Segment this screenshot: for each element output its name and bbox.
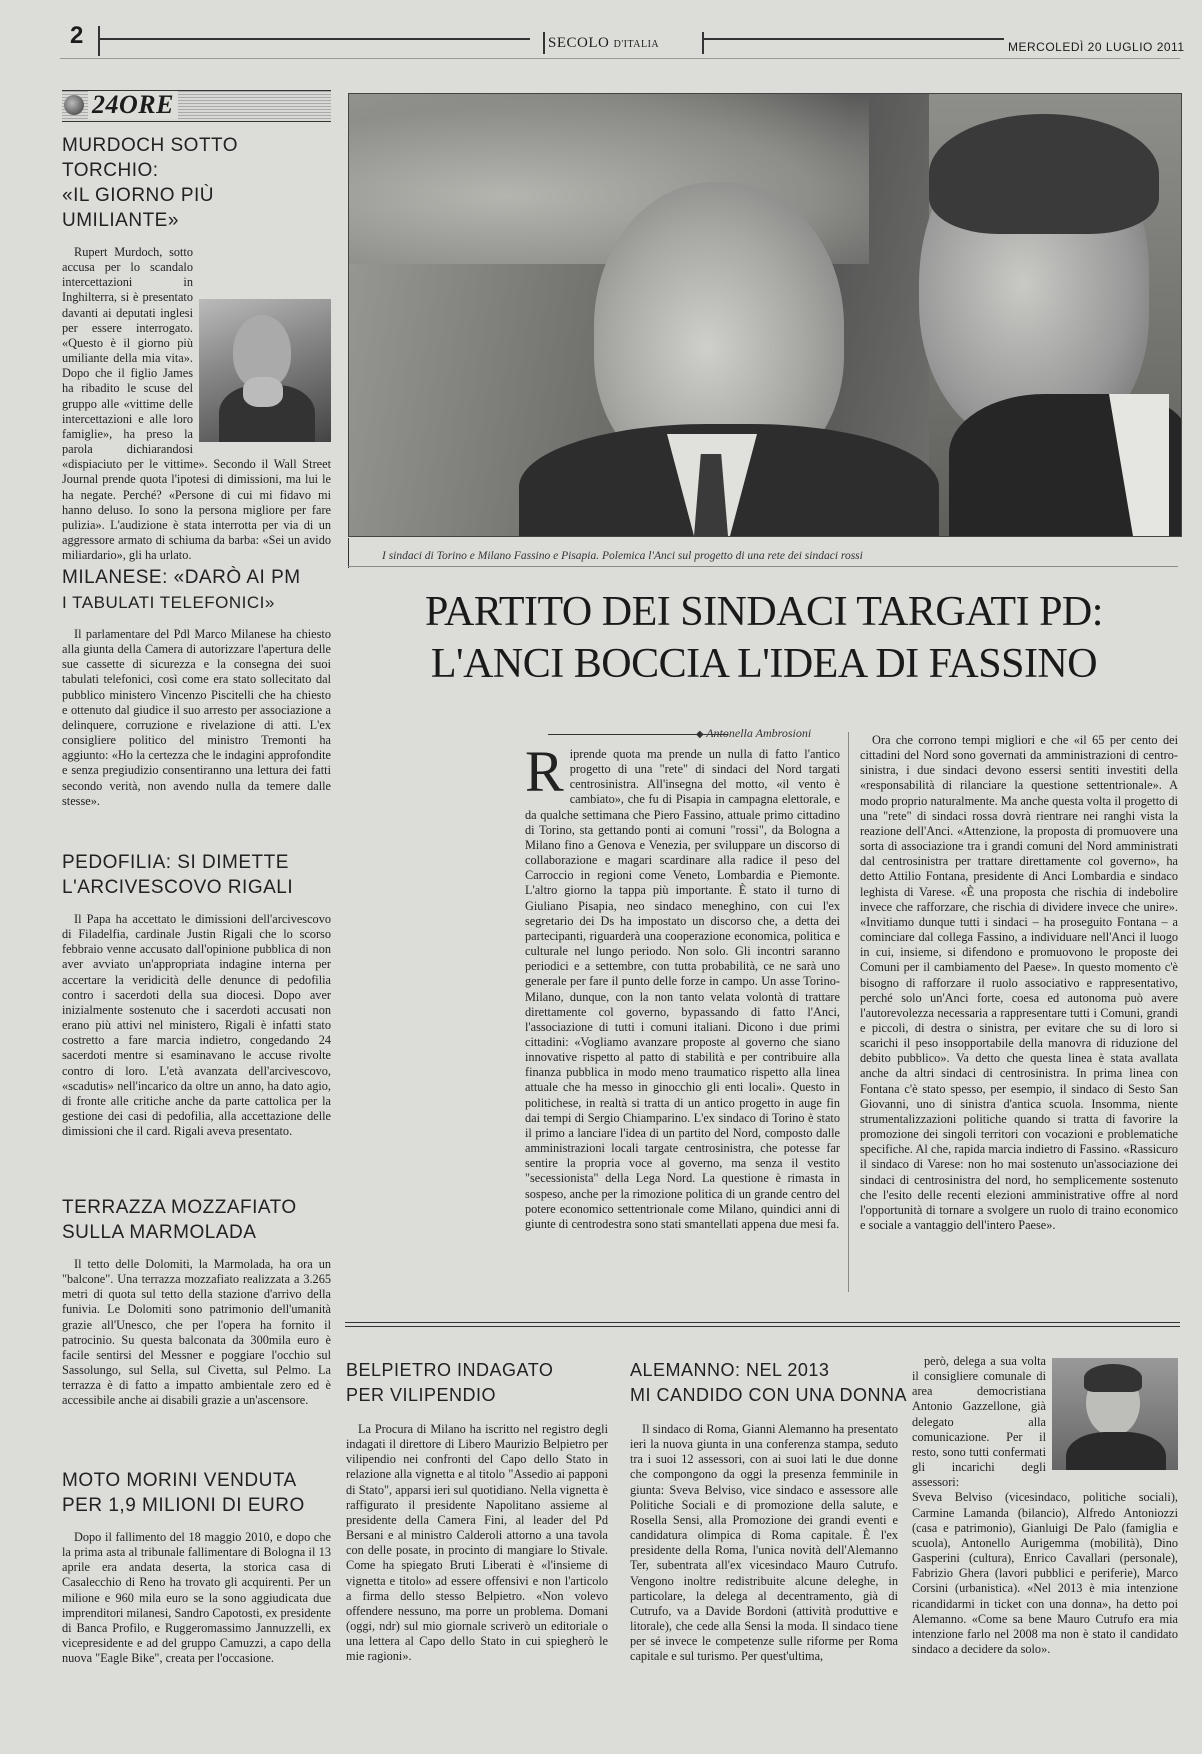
- headline-milanese: MILANESE: «DARÒ AI PM I TABULATI TELEFONICI»: [62, 567, 301, 612]
- article-alemanno-col1: Il sindaco di Roma, Gianni Alemanno ha presentato ieri la nuova giunta in una conferenza stampa, seduto tra i suoi 12 assessori, con ai suoi lati le due donne che compongono da oggi la presenza femminile in giunta: Sveva Belviso, vice sindaco e assessore alle Politiche Sociali e di promozione della salute, e Rosella Sensi, alla Promozione dei grandi eventi e candidatura olimpica di Roma capitale. È l'ex presidente della Roma, l'unica novità dell'Alemanno Ter, subentrata all'ex vicesindaco Mauro Cutrufo. Vengono inoltre redistribuite alcune deleghe, in particolare, la delega al decentramento, già di Cutrufo, va a Davide Bordoni (attività produttive e litorale), che cede alla Sensi la moda. Il sindaco tiene per sé invece le competenze sulle riforme per Roma capitale e sul turismo. Per quest'ultima,: [630, 1422, 898, 1664]
- main-photo: [348, 93, 1182, 537]
- headline-pedofilia: PEDOFILIA: SI DIMETTE L'ARCIVESCOVO RIGALI: [62, 852, 294, 898]
- main-article-col2: Ora che corrono tempi migliori e che «il 65 per cento dei cittadini del Nord sono governati da amministrazioni di centro-sinistra, i due sindaci devono essersi sentiti investiti della «responsabilità di rilanciare la questione settentrionale». A modo proprio naturalmente. Ma anche questa volta il progetto di una "rete" di sindaci rossa dovrà rientrare nei ranghi vista la reazione dell'Anci. «Attenzione, la proposta di promuovere una sorta di associazione tra i grandi comuni del Nord amministrati dal centrosinistra per trattare direttamente col governo», ha detto Attilio Fontana, presidente di Anci Lombardia e sindaco leghista di Varese. «È una proposta che rischia di indebolire invece che rafforzare, che rischia di dividere invece che unire». «Invitiamo dunque tutti i sindaci – ha proseguito Fontana – a cominciare dal collega Fassino, a individuare nell'Anci il luogo in cui, insieme, si difendono e promuovono le proposte dei Comuni per il cambiamento del Paese». In questo momento c'è bisogno di rafforzare il ruolo associativo e rappresentativo, perché solo un'Anci forte, coesa ed autonoma può avere l'autorevolezza necessaria a rappresentare tutti i Comuni, grandi e piccoli, di destra o sinistra, per evitare che su di loro si scarichi il peso insopportabile della manovra di riduzione del debito pubblico». Va detto che questa linea è stata avallata anche da altri sindaci di centrosinistra. In prima linea con Fontana c'è stato spesso, per esempio, il sindaco di Sesto San Giovanni, uno di sinistra d'antica scuola. Insomma, niente strumentalizzazioni politiche quando si tratta di favorire la promozione dei singoli territori con vocazioni e problematiche specifiche. Al che, rapida marcia indietro di Fassino. «Rassicuro il sindaco di Varese: non ho mai sostenuto un'associazione dei sindaci di centrosinistra del nord, ho semplicemente sostenuto che l'esito delle recenti elezioni amministrative offre al nord l'opportunità di tornare a svolgere un ruolo di traino economico e sociale a vantaggio dell'intero Paese».: [860, 733, 1178, 1232]
- page-number: 2: [70, 22, 84, 49]
- headline-belpietro: BELPIETRO INDAGATO PER VILIPENDIO: [346, 1360, 554, 1405]
- headline-murdoch: MURDOCH SOTTO TORCHIO: «IL GIORNO PIÙ UMILIANTE»: [62, 135, 239, 231]
- article-moto-morini-body: Dopo il fallimento del 18 maggio 2010, e dopo che la prima asta al tribunale fallimentare di Bologna il 13 aprile era andata deserta, la storica casa di Casalecchio di Reno ha trovato gli acquirenti. Per un milione e 960 mila euro se la sono aggiudicata due imprenditori milanesi, Sandro Capotosti, ex presidente di Banca Profilo, e Ruggeromassimo Jannuzzelli, ex vicepresidente e ad del gruppo Camuzzi, a capo della nuova "Eagle Bike", creata per l'occasione.: [62, 1530, 331, 1666]
- murdoch-photo: [199, 299, 331, 442]
- article-belpietro-body: La Procura di Milano ha iscritto nel registro degli indagati il direttore di Libero Maurizio Belpietro per vilipendio nei confronti del Capo dello Stato in relazione alla vignetta e al titolo "Assedio ai papponi di Stato", apparsi ieri sul quotidiano. Nella vignetta è raffigurato il presidente Napolitano assieme al presidente della Camera Fini, al leader del Pd Bersani e al ministro Calderoli attorno a una tavola con delle posate, in procinto di mangiare lo Stivale. Come ha spiegato Bruti Liberati è «l'insieme di vignetta e titolo» ad essere offensivi e non l'articolo a firma dello stesso Belpietro. «Non volevo offendere nessuno, ma porre un problema. Domani (oggi, ndr) sul mio giornale scriverò un editoriale o una lettera al Capo dello Stato in cui spiegherò le mie ragioni».: [346, 1422, 608, 1664]
- article-alemanno-col2: però, delega a sua volta il consigliere comunale di area democristiana Antonio Gazzellone, già delegato alla comunicazione. Per il resto, sono tutti confermati gli incarichi degli assessori: Sveva Belviso (vicesindaco, politiche sociali), Carmine Lamanda (bilancio), Alfredo Antoniozzi (casa e patrimonio), Gianluigi De Palo (famiglia e scuola), Antonello Aurigemma (mobilità), Dino Gasperini (cultura), Enrico Cavallari (personale), Fabrizio Ghera (lavori pubblici e periferie), Marco Corsini (urbanistica). «Nel 2013 è mia intenzione ricandidarmi in ticket con una donna», ha detto poi Alemanno. «Come sa bene Mauro Cutrufo era mia intenzione farlo nel 2008 ma non è stato il candidato sindaco a decidere da solo».: [912, 1354, 1178, 1656]
- main-headline: PARTITO DEI SINDACI TARGATI PD: L'ANCI BOCCIA L'IDEA DI FASSINO: [425, 589, 1103, 687]
- headline-terrazza: TERRAZZA MOZZAFIATO SULLA MARMOLADA: [62, 1197, 297, 1243]
- main-article-col1: Riprende quota ma prende un nulla di fatto l'antico progetto di una "rete" di sindaci del Nord targati centrosinistra. All'insegna del motto, «il vento è cambiato», che fu di Pisapia in campagna elettorale, e da qualche settimana che Piero Fassino, attuale primo cittadino di Torino, sta gettando ponti ai comuni "rossi", da Bologna a Milano fino a Genova e Venezia, per sviluppare un discorso di collaborazione e magari scardinare alla radice il peso del Carroccio in regioni come Veneto, Lombardia e Piemonte. L'altro giorno la tappa più importante. È stato il turno di Giuliano Pisapia, neo sindaco meneghino, con cui l'ex segretario dei Ds ha impostato un discorso che, a detta dei partecipanti, riguarderà una cooperazione economica, politica e culturale nel lungo periodo. Non solo. Gli incontri saranno periodici e a settembre, con tutta probabilità, ce ne sarà uno generale per fare il punto delle forze in campo. Un asse Torino-Milano, dunque, con la non tanto velata volontà di trattare direttamente col governo, bypassando di fatto l'Anci, l'associazione di tutti i comuni italiani. Dicono i due primi cittadini: «Vogliamo avanzare proposte al governo che siano innovative rispetto al patto di stabilità e per contribuire alla finanza pubblica in modo meno traumatico rispetto alla linea attuale che ha messo in ginocchio gli enti locali». Questo in politichese, in realtà si tratta di un antico progetto in auge fin dai tempi di Sergio Chiamparino. L'ex sindaco di Torino è stato il primo a lanciare l'idea di un partito del Nord, composto dalle amministrazioni locali targate centrosinistra, che potesse far sentire la propria voce al governo, ma senza il vestito "secessionista" della Lega Nord. La questione è rimasta in sospeso, anche per la rimozione politica di un grande centro del potere economico settentrionale come Milano, quindici anni di giunte di centrodestra sono stati smantellati appena due mesi fa.: [525, 739, 840, 1231]
- headline-alemanno: ALEMANNO: NEL 2013 MI CANDIDO CON UNA DONNA: [630, 1360, 908, 1405]
- article-murdoch-body: Rupert Murdoch, sotto accusa per lo scandalo intercettazioni in Inghilterra, si è presentato davanti ai deputati inglesi per essere interrogato. «Questo è il giorno più umiliante della mia vita». Dopo che il figlio James ha ribadito le scuse del gruppo alle «vittime delle intercettazioni e alle loro famiglie», ha preso la parola dichiarandosi «dispiaciuto per le vittime». Secondo il Wall Street Journal prende quota l'ipotesi di dimissioni, ma lui le ha negate. Perché? «Persone di cui mi fidavo mi hanno deluso. Io sono la persona migliore per fare pulizia». L'audizione è stata interrotta per via di un aggressore armato di schiuma da barba: «Sei un avido miliardario», gli ha urlato.: [62, 245, 331, 563]
- dropcap: R: [525, 739, 564, 804]
- byline: ◆ Antonella Ambrosioni: [696, 726, 812, 740]
- globe-icon: [64, 95, 84, 115]
- headline-moto-morini: MOTO MORINI VENDUTA PER 1,9 MILIONI DI EURO: [62, 1470, 305, 1516]
- alemanno-photo: [1052, 1358, 1178, 1470]
- article-terrazza-body: Il tetto delle Dolomiti, la Marmolada, ha ora un "balcone". Una terrazza mozzafiato realizzata a 3.265 metri di quota sul tetto della stazione d'arrivo della funivia. Le Dolomiti sono patrimonio dell'umanità grazie all'Unesco, che per l'opera ha fornito il patrocinio. Su questa balconata da 300mila euro è facile sentirsi del Messner e poggiare l'occhio sul Sassolungo, sul Sella, sul Civetta, sul Pelmo. La terrazza è di fatto a impatto ambientale zero ed è accessibile anche ai disabili grazie a un'ascensore.: [62, 1257, 331, 1408]
- article-pedofilia-body: Il Papa ha accettato le dimissioni dell'arcivescovo di Filadelfia, cardinale Justin Rigali che lo scorso febbraio venne accusato dall'opinione pubblica di non aver avviato un'appropriata indagine interna per accertare la veridicità delle denunce di pedofilia contro i sacerdoti della sua diocesi. Dopo aver inizialmente sostenuto che i sacerdoti accusati non erano più attivi nel ministero, Rigali è infatti stato costretto a fare marcia indietro, congedando 24 sacerdoti mentre si esaminavano le accuse rivolte contro di loro. L'età avanzata dell'arcivescovo, «scadutis» nell'incarico da oltre un anno, ha dato agio, di fronte alle critiche anche da parte cattolica per la gestione dei casi di pedofilia, alla accettazione delle dimissioni che il card. Rigali aveva presentato.: [62, 912, 331, 1139]
- issue-date: MERCOLEDÌ 20 LUGLIO 2011: [1008, 40, 1185, 54]
- masthead-rule: [100, 38, 530, 40]
- article-milanese-body: Il parlamentare del Pdl Marco Milanese ha chiesto alla giunta della Camera di autorizzare l'apertura delle sue cassette di sicurezza e la consegna dei suoi tabulati telefonici, così come era stato sollecitato dal pubblico ministero Vincenzo Piscitelli che ha chiesto e ottenuto dal giudice il suo arresto per associazione a delinquere, corruzione e rivelazione di atti. L'ex consigliere politico del ministro Tremonti ha aggiunto: «Ho la certezza che le indagini approfondite e senza pregiudizio consentiranno una lettura dei fatti secondo verità, non avendo nulla da temere dalle stesse».: [62, 627, 331, 808]
- masthead-title: SECOLO D'ITALIA: [548, 35, 660, 51]
- sidebar: [62, 85, 331, 1725]
- logo-24ore: 24ORE: [62, 90, 331, 122]
- photo-caption: I sindaci di Torino e Milano Fassino e Pisapia. Polemica l'Anci sul progetto di una rete dei sindaci rossi: [382, 550, 863, 562]
